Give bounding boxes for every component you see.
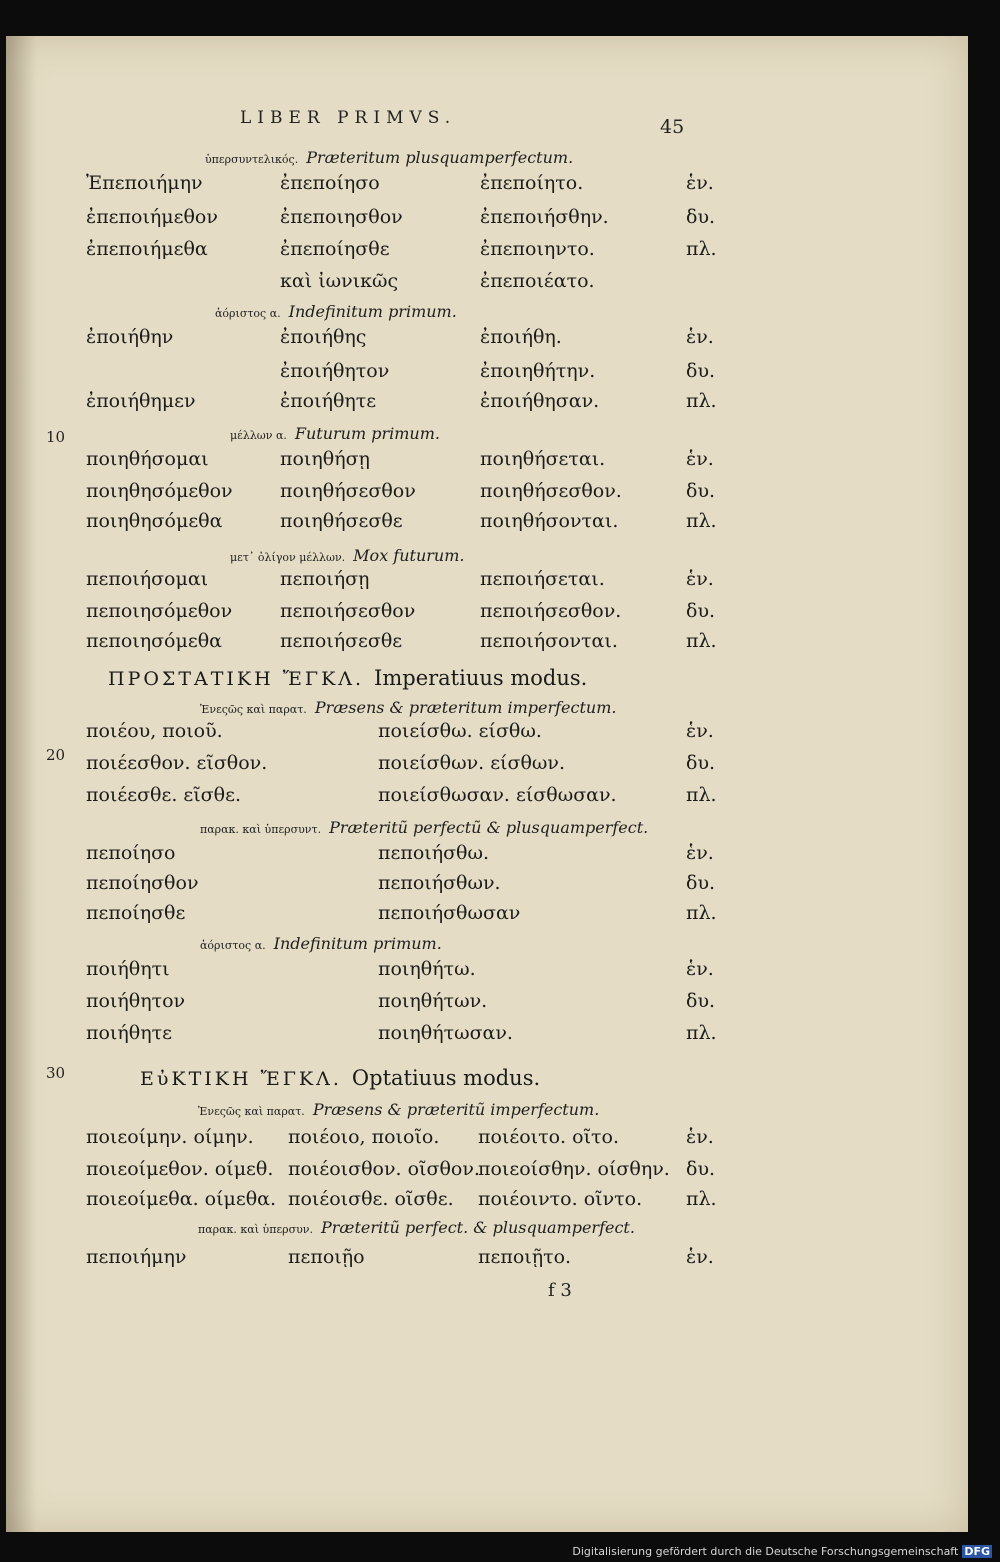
subheading-imp-praesens: Ἐνεςῶς καὶ παρατ. Præsens & præteritum imperfectum. (200, 698, 617, 717)
subheading-imp-aoristos: ἀόριστος α. Indefinitum primum. (200, 934, 442, 953)
subheading-plusquamperfectum: ὑπερσυντελικός. Præteritum plusquamperfectum. (205, 148, 574, 167)
table-row: πεποιήμην πεποιῇο πεποιῇτο. ἑν. (86, 1246, 714, 1268)
table-row: πεποιησόμεθα πεποιήσεσθε πεποιήσονται. πλ. (86, 630, 717, 652)
table-row: ποιεοίμεθον. οίμεθ. ποιέοισθον. οῖσθον. ποιεοίσθην. οίσθην. δυ. (86, 1158, 716, 1180)
table-row: ποιήθητε ποιηθήτωσαν. πλ. (86, 1022, 717, 1044)
table-row: πεποίησθε πεποιήσθωσαν πλ. (86, 902, 717, 924)
footer-credit: Digitalisierung gefördert durch die Deutsche Forschungsgemeinschaft DFG (572, 1545, 990, 1558)
table-row: ποιέεσθε. εῖσθε. ποιείσθωσαν. είσθωσαν. πλ. (86, 784, 717, 806)
dfg-logo: DFG (964, 1545, 990, 1558)
table-row: ποιήθητι ποιηθήτω. ἑν. (86, 958, 714, 980)
table-row: Ἐπεποιήμην ἐπεποίησο ἐπεποίητο. ἑν. (86, 172, 714, 194)
running-title: LIBER PRIMVS. (240, 108, 457, 128)
table-row: ποιέου, ποιοῦ. ποιείσθω. είσθω. ἑν. (86, 720, 714, 742)
table-row: πεποίησο πεποιήσθω. ἑν. (86, 842, 714, 864)
table-row: ποιεοίμεθα. οίμεθα. ποιέοισθε. οῖσθε. ποιέοιντο. οῖντο. πλ. (86, 1188, 717, 1210)
table-row: ποιήθητον ποιηθήτων. δυ. (86, 990, 716, 1012)
table-row: πεποιήσομαι πεποιήσῃ πεποιήσεται. ἑν. (86, 568, 714, 590)
table-row: ποιηθησόμεθον ποιηθήσεσθον ποιηθήσεσθον. δυ. (86, 480, 716, 502)
table-row: ποιεοίμην. οίμην. ποιέοιο, ποιοῖο. ποιέοιτο. οῖτο. ἑν. (86, 1126, 714, 1148)
table-row: ἐπεποιήμεθον ἐπεποιησθον ἐπεποιήσθην. δυ. (86, 206, 716, 228)
imperative-mood-heading: ΠΡΟΣΤΑΤΙΚΗ ἜΓΚΛ. Imperatiuus modus. (108, 666, 588, 690)
table-row: ἐποιήθητον ἐποιηθήτην. δυ. (280, 360, 716, 382)
table-row: ἐποιήθημεν ἐποιήθητε ἐποιήθησαν. πλ. (86, 390, 717, 412)
subheading-opt-praesens: Ἐνεςῶς καὶ παρατ. Præsens & præteritũ imperfectum. (198, 1100, 600, 1119)
line-number: 10 (46, 428, 66, 446)
subheading-imp-perfectum: παρακ. καὶ ὑπερσυντ. Præteritũ perfectũ & plusquamperfect. (200, 818, 649, 837)
subheading-aoristos: ἀόριστος α. Indefinitum primum. (215, 302, 457, 321)
table-row: ἐπεποιήμεθα ἐπεποίησθε ἐπεποιηντο. πλ. (86, 238, 717, 260)
table-row: ἐποιήθην ἐποιήθης ἐποιήθη. ἑν. (86, 326, 714, 348)
table-row: ποιέεσθον. εῖσθον. ποιείσθων. είσθων. δυ. (86, 752, 716, 774)
subheading-futurum-primum: μέλλων α. Futurum primum. (230, 424, 440, 443)
table-row: ποιηθησόμεθα ποιηθήσεσθε ποιηθήσονται. πλ. (86, 510, 717, 532)
optative-mood-heading: ΕὐΚΤΙΚΗ ἜΓΚΛ. Optatiuus modus. (140, 1066, 541, 1090)
folio-number: 45 (660, 116, 685, 138)
table-row: καὶ ἰωνικῶς ἐπεποιέατο. (280, 270, 595, 292)
subheading-mox-futurum: μετ᾽ ὀλίγον μέλλων. Mox futurum. (230, 546, 465, 565)
line-number: 30 (46, 1064, 66, 1082)
table-row: πεποίησθον πεποιήσθων. δυ. (86, 872, 716, 894)
subheading-opt-perfectum: παρακ. καὶ ὑπερσυν. Præteritũ perfect. & plusquamperfect. (198, 1218, 635, 1237)
signature-mark: f 3 (548, 1280, 572, 1301)
table-row: πεποιησόμεθον πεποιήσεσθον πεποιήσεσθον. δυ. (86, 600, 716, 622)
line-number: 20 (46, 746, 66, 764)
table-row: ποιηθήσομαι ποιηθήσῃ ποιηθήσεται. ἑν. (86, 448, 714, 470)
